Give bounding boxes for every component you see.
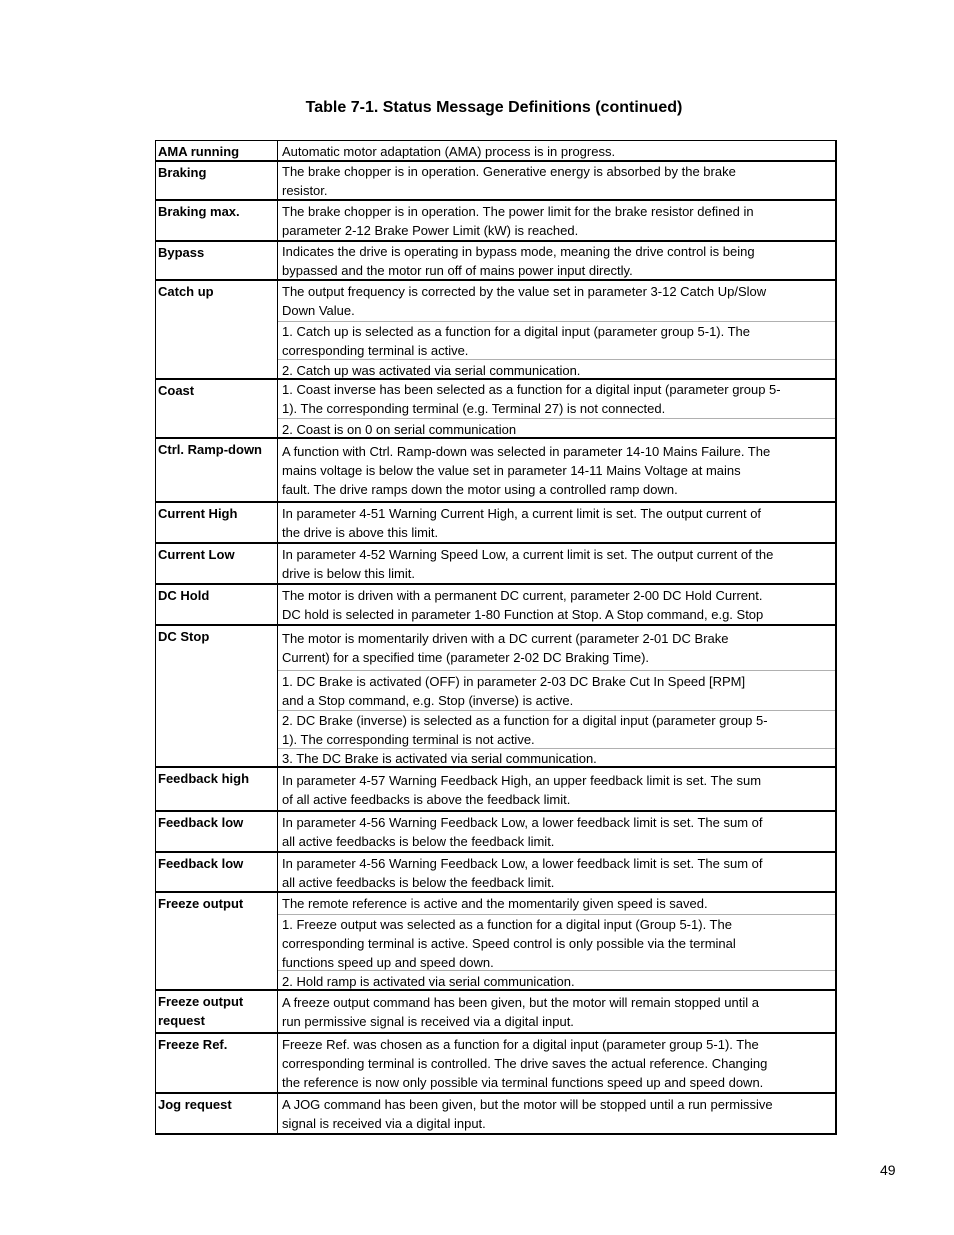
definition-paragraph: [278, 544, 835, 585]
definition-cell: [278, 141, 835, 160]
status-term-cell: [156, 281, 278, 378]
definition-paragraph: [278, 768, 835, 812]
status-term: Braking max.: [158, 204, 240, 219]
definition-line: The remote reference is active and the momentarily given speed is saved.: [282, 896, 708, 911]
status-term: Freeze Ref.: [158, 1037, 228, 1052]
definition-paragraph: [278, 670, 835, 710]
table-row: [156, 201, 835, 242]
definition-line: 2. DC Brake (inverse) is selected as a function for a digital input (parameter group 5-: [282, 713, 768, 728]
definition-line: signal is received via a digital input.: [282, 1116, 486, 1131]
definition-line: The motor is momentarily driven with a DC current (parameter 2-01 DC Brake: [282, 631, 729, 646]
table-row: [156, 768, 835, 812]
table-row: [156, 544, 835, 585]
definition-paragraph: [278, 893, 835, 914]
definition-line: Automatic motor adaptation (AMA) process is in progress.: [282, 144, 616, 159]
table-row: [156, 162, 835, 201]
status-term-cell: [156, 439, 278, 501]
status-term: Feedback low: [158, 856, 244, 871]
definition-line: mains voltage is below the value set in parameter 14-11 Mains Voltage at mains: [282, 463, 741, 478]
status-term-cell: [156, 853, 278, 891]
definition-paragraph: [278, 748, 835, 768]
definition-line: In parameter 4-52 Warning Speed Low, a current limit is set. The output current of the: [282, 547, 774, 562]
definition-line: drive is below this limit.: [282, 566, 415, 581]
status-term-cell: [156, 1034, 278, 1092]
status-term-cell: [156, 141, 278, 160]
definition-line: Indicates the drive is operating in bypass mode, meaning the drive control is being: [282, 244, 755, 259]
definition-line: fault. The drive ramps down the motor using a controlled ramp down.: [282, 482, 678, 497]
definition-paragraph: [278, 991, 835, 1034]
table-row: [156, 812, 835, 853]
definition-line: DC hold is selected in parameter 1-80 Function at Stop. A Stop command, e.g. Stop: [282, 607, 764, 622]
definition-cell: [278, 503, 835, 542]
definition-paragraph: [278, 914, 835, 970]
status-term-cell: [156, 768, 278, 810]
definition-line: Down Value.: [282, 303, 355, 318]
table-row: [156, 141, 835, 162]
definition-line: run permissive signal is received via a digital input.: [282, 1014, 574, 1029]
definition-line: In parameter 4-57 Warning Feedback High, an upper feedback limit is set. The sum: [282, 773, 762, 788]
definition-line: Freeze Ref. was chosen as a function for a digital input (parameter group 5-1). The: [282, 1037, 759, 1052]
definition-line: corresponding terminal is active.: [282, 343, 469, 358]
status-term: Braking: [158, 165, 207, 180]
definition-paragraph: [278, 1034, 835, 1094]
definition-paragraph: [278, 812, 835, 853]
definition-line: the drive is above this limit.: [282, 525, 439, 540]
status-term: Feedback low: [158, 815, 244, 830]
definition-paragraph: [278, 418, 835, 439]
definition-paragraph: [278, 162, 835, 201]
definition-cell: [278, 853, 835, 891]
table-row: [156, 380, 835, 439]
definition-cell: [278, 991, 835, 1032]
definition-line: A freeze output command has been given, but the motor will remain stopped until a: [282, 995, 759, 1010]
definition-cell: [278, 162, 835, 199]
definition-line: A JOG command has been given, but the motor will be stopped until a run permissive: [282, 1097, 773, 1112]
definition-line: functions speed up and speed down.: [282, 955, 494, 970]
status-term-cell: [156, 162, 278, 199]
definition-line: 1). The corresponding terminal (e.g. Terminal 27) is not connected.: [282, 401, 666, 416]
definition-line: Current) for a specified time (parameter 2-02 DC Braking Time).: [282, 650, 650, 665]
status-term: Freeze output: [158, 994, 244, 1009]
definition-paragraph: [278, 141, 835, 162]
table-row: [156, 1034, 835, 1094]
definition-line: The brake chopper is in operation. Generative energy is absorbed by the brake: [282, 164, 736, 179]
status-term: Current High: [158, 506, 238, 521]
status-term: request: [158, 1013, 205, 1028]
definition-paragraph: [278, 242, 835, 281]
status-term-cell: [156, 585, 278, 624]
page-number: 49: [880, 1162, 896, 1178]
table-row: [156, 439, 835, 503]
definition-line: the reference is now only possible via terminal functions speed up and speed down.: [282, 1075, 764, 1090]
definition-paragraph: [278, 585, 835, 626]
definition-line: resistor.: [282, 183, 328, 198]
definition-cell: [278, 812, 835, 851]
definition-line: The motor is driven with a permanent DC current, parameter 2-00 DC Hold Current.: [282, 588, 763, 603]
status-term: Freeze output: [158, 896, 244, 911]
definition-cell: [278, 201, 835, 240]
definition-cell: [278, 439, 835, 501]
definition-line: 1. Catch up is selected as a function for a digital input (parameter group 5-1). The: [282, 324, 751, 339]
definition-line: The brake chopper is in operation. The power limit for the brake resistor defined in: [282, 204, 754, 219]
table-row: [156, 281, 835, 380]
status-term-cell: [156, 812, 278, 851]
status-term: DC Stop: [158, 629, 210, 644]
definition-paragraph: [278, 281, 835, 321]
definition-line: 2. Hold ramp is activated via serial communication.: [282, 974, 575, 989]
table-title: Table 7-1. Status Message Definitions (continued): [305, 99, 683, 116]
status-term: Feedback high: [158, 771, 250, 786]
status-term: Coast: [158, 383, 195, 398]
definition-line: 1. Freeze output was selected as a function for a digital input (Group 5-1). The: [282, 917, 732, 932]
status-term-cell: [156, 242, 278, 279]
definition-line: The output frequency is corrected by the value set in parameter 3-12 Catch Up/Slow: [282, 284, 767, 299]
definition-line: A function with Ctrl. Ramp-down was selected in parameter 14-10 Mains Failure. The: [282, 444, 771, 459]
definition-paragraph: [278, 380, 835, 418]
definition-cell: [278, 626, 835, 766]
definition-line: 1. DC Brake is activated (OFF) in parameter 2-03 DC Brake Cut In Speed [RPM]: [282, 674, 746, 689]
definition-cell: [278, 1034, 835, 1092]
definition-paragraph: [278, 359, 835, 380]
definition-line: bypassed and the motor run off of mains power input directly.: [282, 263, 633, 278]
definition-paragraph: [278, 710, 835, 748]
status-term: Ctrl. Ramp-down: [158, 442, 262, 457]
definition-line: In parameter 4-56 Warning Feedback Low, a lower feedback limit is set. The sum of: [282, 815, 763, 830]
table-row: [156, 893, 835, 991]
definition-cell: [278, 1094, 835, 1133]
status-term-cell: [156, 626, 278, 766]
status-term: DC Hold: [158, 588, 210, 603]
definition-cell: [278, 242, 835, 279]
definition-line: 1. Coast inverse has been selected as a function for a digital input (parameter group 5-: [282, 382, 781, 397]
definition-cell: [278, 768, 835, 810]
table-row: [156, 1094, 835, 1135]
definition-cell: [278, 380, 835, 437]
table-row: [156, 626, 835, 768]
status-term-cell: [156, 991, 278, 1032]
definition-cell: [278, 281, 835, 378]
definition-line: all active feedbacks is below the feedback limit.: [282, 834, 555, 849]
definition-cell: [278, 893, 835, 989]
definition-paragraph: [278, 853, 835, 893]
status-term-cell: [156, 201, 278, 240]
status-term-cell: [156, 1094, 278, 1133]
table-row: [156, 991, 835, 1034]
definition-paragraph: [278, 1094, 835, 1135]
table-row: [156, 853, 835, 893]
status-term: Current Low: [158, 547, 235, 562]
status-term: Bypass: [158, 245, 205, 260]
status-term: Catch up: [158, 284, 214, 299]
definition-line: 2. Coast is on 0 on serial communication: [282, 422, 517, 437]
status-term: AMA running: [158, 144, 240, 159]
definition-line: In parameter 4-56 Warning Feedback Low, a lower feedback limit is set. The sum of: [282, 856, 763, 871]
status-term: Jog request: [158, 1097, 232, 1112]
definition-line: In parameter 4-51 Warning Current High, a current limit is set. The output current of: [282, 506, 762, 521]
definition-paragraph: [278, 970, 835, 991]
status-term-cell: [156, 544, 278, 583]
status-term-cell: [156, 380, 278, 437]
definition-paragraph: [278, 201, 835, 242]
status-term-cell: [156, 503, 278, 542]
definition-line: 3. The DC Brake is activated via serial communication.: [282, 751, 597, 766]
status-term-cell: [156, 893, 278, 989]
definition-line: of all active feedbacks is above the feedback limit.: [282, 792, 571, 807]
table-row: [156, 503, 835, 544]
definition-line: and a Stop command, e.g. Stop (inverse) is active.: [282, 693, 574, 708]
status-message-table: [155, 140, 837, 1135]
table-row: [156, 585, 835, 626]
definition-line: all active feedbacks is below the feedback limit.: [282, 875, 555, 890]
definition-paragraph: [278, 321, 835, 359]
definition-paragraph: [278, 626, 835, 670]
definition-line: parameter 2-12 Brake Power Limit (kW) is reached.: [282, 223, 579, 238]
definition-line: corresponding terminal is active. Speed control is only possible via the terminal: [282, 936, 736, 951]
definition-line: 1). The corresponding terminal is not active.: [282, 732, 535, 747]
table-row: [156, 242, 835, 281]
definition-line: 2. Catch up was activated via serial communication.: [282, 363, 581, 378]
definition-cell: [278, 585, 835, 624]
definition-cell: [278, 544, 835, 583]
definition-paragraph: [278, 439, 835, 503]
definition-line: corresponding terminal is controlled. The drive saves the actual reference. Changing: [282, 1056, 768, 1071]
definition-paragraph: [278, 503, 835, 544]
